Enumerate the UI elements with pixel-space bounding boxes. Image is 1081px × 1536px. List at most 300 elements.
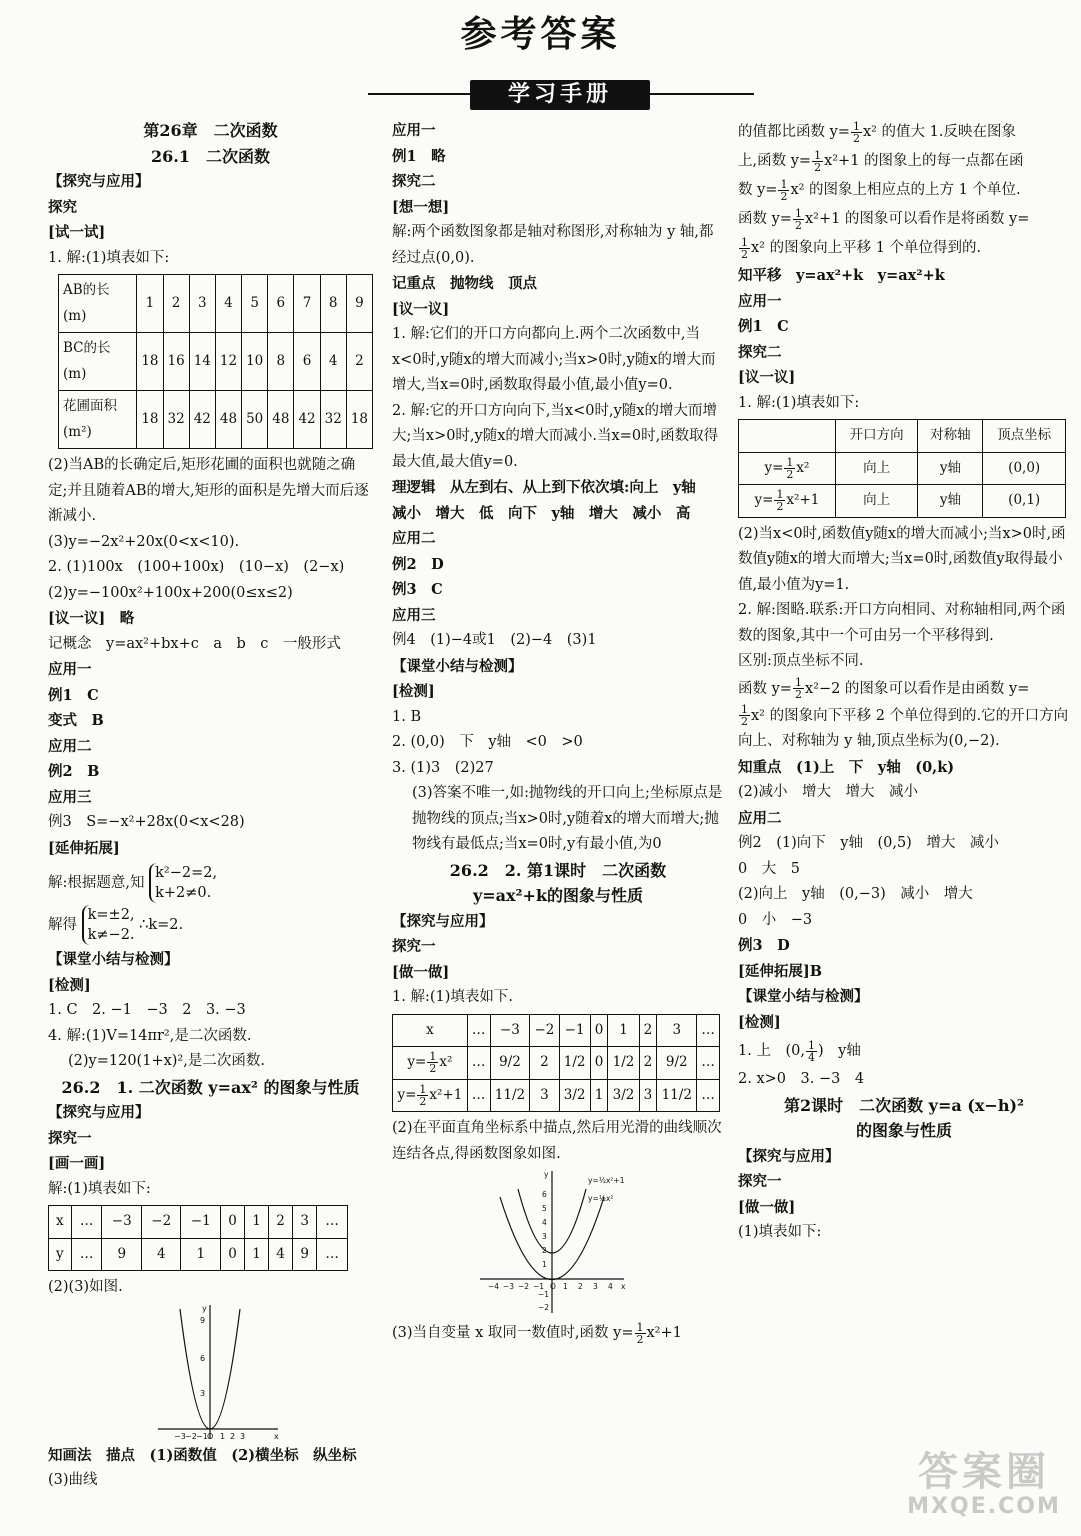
table-cell: 5	[242, 275, 268, 333]
tick-label: 3	[200, 1388, 206, 1398]
table-cell: (0,0)	[983, 452, 1066, 485]
table-cell: 6	[294, 333, 320, 391]
text-line: 1. C 2. −1 −3 2 3. −3	[48, 1002, 246, 1018]
text-span: 数 y=	[738, 182, 778, 198]
text-line: 例3 S=−x²+28x(0<x<28)	[48, 814, 245, 830]
table-cell: 2	[346, 333, 372, 391]
parabola-graph-2	[392, 1167, 724, 1317]
text-line: 例1 略	[392, 147, 446, 165]
section-heading: 第2课时 二次函数 y=a (x−h)²	[783, 1095, 1025, 1115]
numerator: 1	[780, 177, 788, 191]
text-paragraph	[738, 704, 1070, 755]
text-line: 记概念 y=ax²+bx+c a b c 一般形式	[48, 635, 341, 652]
props-table	[738, 419, 1066, 518]
table-cell: 9	[346, 275, 372, 333]
section-heading-2: 的图象与性质	[855, 1121, 952, 1140]
numerator: 1	[807, 1038, 815, 1052]
table-cell: 2	[530, 1047, 559, 1080]
table-cell: 3	[639, 1079, 657, 1112]
table-cell: 4	[269, 1238, 293, 1271]
parabola-graph-1	[48, 1301, 373, 1443]
table-header: 对称轴	[918, 420, 983, 453]
equation: k²−2=2,	[155, 865, 218, 881]
text-block	[738, 263, 1070, 1246]
tick-label: −2	[185, 1431, 197, 1441]
text-line: 例2 (1)向下 y轴 (0,5) 增大 减小	[738, 835, 999, 851]
table-cell: 18	[137, 391, 163, 449]
formula-label: x²+1	[429, 1086, 463, 1103]
table-cell: 14	[189, 333, 215, 391]
banner-rule-right	[648, 93, 754, 95]
tick-label: 6	[542, 1190, 547, 1199]
numerator: 1	[794, 676, 802, 689]
tick-label: 1	[563, 1282, 568, 1291]
text-line: 探究	[48, 198, 77, 216]
text-line	[738, 118, 1070, 147]
denominator: 2	[776, 500, 784, 513]
table-cell: …	[697, 1079, 720, 1112]
text-line: 【探究与应用】	[48, 1104, 150, 1121]
text-line: 3. (1)3 (2)27	[392, 759, 494, 776]
fraction	[793, 208, 804, 231]
tick-label: −4	[488, 1282, 500, 1291]
text-line: [画一画]	[48, 1155, 106, 1172]
fraction	[851, 121, 862, 144]
text-line: (2)y=120(1+x)²,是二次函数.	[68, 1053, 265, 1069]
text-paragraph: (2)在平面直角坐标系中描点,然后用光滑的曲线顺次连结各点,得函数图象如图.	[392, 1120, 722, 1162]
numerator: 1	[636, 1320, 644, 1334]
text-line: [检测]	[738, 1013, 781, 1031]
equation: k=±2,	[87, 907, 135, 923]
text-span: x²−2 的图象可以看作是由函数 y=	[804, 680, 1030, 697]
table-cell: 16	[163, 333, 189, 391]
table-cell: 2	[639, 1047, 657, 1080]
text-span: 解得	[48, 917, 77, 933]
text-span: y轴	[838, 1043, 861, 1059]
text-span: x² 的图象向下平移 2 个单位得到的.它的开口方向向上、对称轴为 y 轴,顶点坐标为(0,−2).	[738, 707, 1069, 749]
fraction	[635, 1322, 646, 1345]
table-cell: 2	[163, 275, 189, 333]
table-cell: 0	[220, 1238, 244, 1271]
table-cell: −3	[102, 1206, 142, 1239]
table-cell: 1	[245, 1206, 269, 1239]
text-line: [想一想]	[392, 198, 450, 216]
text-span: 上,函数 y=	[738, 153, 812, 169]
text-line: [议一议]	[392, 300, 450, 318]
numerator: 1	[419, 1082, 427, 1096]
formula-label: x²	[439, 1054, 453, 1070]
numerator: 1	[776, 488, 784, 501]
text-span: 解:根据题意,知	[48, 875, 145, 891]
text-line: 1. 解:(1)填表如下:	[48, 249, 170, 266]
xy-table	[48, 1205, 348, 1271]
x-axis-label: x	[274, 1431, 279, 1441]
table-cell: 8	[268, 333, 294, 391]
denominator: 4	[807, 1050, 815, 1064]
formula-label: x²	[796, 459, 810, 476]
text-line: 【课堂小结与检测】	[48, 951, 179, 968]
table-cell: …	[71, 1238, 102, 1271]
text-line: 【课堂小结与检测】	[738, 988, 869, 1005]
text-line: 【探究与应用】	[48, 173, 150, 190]
text-span: x² 的图象上相应点的上方 1 个单位.	[790, 182, 1021, 198]
column-1	[48, 118, 373, 1494]
tick-label: 3	[240, 1431, 246, 1441]
denominator: 2	[741, 247, 748, 261]
fraction	[806, 1040, 817, 1063]
table-cell: 9	[293, 1238, 317, 1271]
denominator: 2	[852, 131, 860, 145]
table-cell: 7	[294, 275, 320, 333]
table-cell: 10	[242, 333, 268, 391]
text-paragraph: 2. 解:它的开口方向向下,当x<0时,y随x的增大而增大;当x>0时,y随x的增大而减小.当x=0时,函数取得最大值,最大值y=0.	[392, 402, 719, 470]
table-cell: y= $\frac{1}{2}$ x²+1	[739, 485, 836, 518]
tick-label: 4	[542, 1218, 547, 1227]
tick-label: 1	[542, 1260, 547, 1269]
table-cell: …	[697, 1014, 720, 1047]
page-title: 参考答案	[460, 13, 621, 55]
table-cell: 42	[189, 391, 215, 449]
text-line: (2)y=−100x²+100x+200(0≤x≤2)	[48, 584, 293, 601]
table-cell: 11/2	[490, 1079, 530, 1112]
table-cell: 18	[137, 333, 163, 391]
table-cell: 1	[137, 275, 163, 333]
text-span: 函数 y=	[738, 680, 792, 697]
table-cell: 2	[269, 1206, 293, 1239]
text-line: 应用二	[738, 809, 782, 827]
text-span: x² 的值大 1.反映在图象	[862, 124, 1016, 140]
denominator: 2	[419, 1094, 427, 1108]
text-span: x² 的图象向上平移 1 个单位得到的.	[751, 240, 982, 256]
tick-label: O	[207, 1431, 214, 1441]
table-header: 顶点坐标	[983, 420, 1066, 453]
text-line: (3)曲线	[48, 1472, 98, 1488]
text-line: 例1 C	[738, 318, 789, 335]
tick-label: 3	[593, 1282, 598, 1291]
table-cell: 1	[608, 1014, 639, 1047]
table-cell: y= $\frac{1}{2}$ x²+1	[393, 1079, 468, 1112]
text-span: (3)当自变量 x 取同一数值时,函数 y=	[392, 1325, 634, 1341]
section-heading: 26.1 二次函数	[151, 146, 270, 166]
text-span: x²+1 的图象可以看作是将函数 y=	[804, 211, 1030, 227]
text-line: 知画法 描点 (1)函数值 (2)横坐标 纵坐标	[48, 1446, 357, 1464]
text-line: 【探究与应用】	[738, 1147, 840, 1165]
text-paragraph: 1. 解:它们的开口方向都向上.两个二次函数中,当x<0时,y随x的增大而减小;当x>0时,y随x的增大而增大,当x=0时,函数取得最小值,最小值y=0.	[392, 326, 716, 393]
fraction	[739, 237, 750, 260]
column-2	[392, 118, 724, 1347]
table-cell: 3/2	[559, 1079, 590, 1112]
text-paragraph: 2. 解:图略.联系:开口方向相同、对称轴相同,两个函数的图象,其中一个可由另一个平移得到.	[738, 602, 1066, 644]
text-paragraph: (2)当AB的长确定后,矩形花圃的面积也就随之确定;并且随着AB的增大,矩形的面积是先增大而后逐渐减小.	[48, 457, 369, 524]
table-cell: −2	[530, 1014, 559, 1047]
denominator: 2	[794, 218, 802, 232]
table-cell: 9	[102, 1238, 142, 1271]
denominator: 2	[814, 160, 822, 174]
table-cell: (0,1)	[983, 485, 1066, 518]
tick-label: O	[550, 1282, 556, 1291]
table-cell: −2	[141, 1206, 181, 1239]
fraction	[812, 150, 823, 173]
text-line: 4. 解:(1)V=14πr²,是二次函数.	[48, 1027, 252, 1044]
text-span: (0,	[785, 1043, 805, 1059]
text-line: 探究一	[738, 1173, 782, 1190]
text-line: [试一试]	[48, 224, 106, 241]
numerator: 1	[794, 206, 802, 220]
table-cell: …	[467, 1047, 490, 1080]
fraction	[778, 179, 789, 202]
y-axis-label: y	[544, 1170, 549, 1179]
watermark-text: 答案圈	[918, 1449, 1050, 1495]
denominator: 2	[780, 189, 788, 203]
table-cell: 18	[346, 391, 372, 449]
table-cell: 3	[657, 1014, 697, 1047]
table-header	[739, 420, 836, 453]
table-cell: 6	[268, 275, 294, 333]
curve-label: y=½x²	[588, 1194, 614, 1203]
brace	[149, 863, 217, 903]
tick-label: 5	[542, 1204, 547, 1213]
text-line: 例3 D	[738, 937, 790, 954]
tick-label: 2	[230, 1431, 236, 1441]
text-line: 1. 解:(1)填表如下.	[392, 989, 513, 1005]
table-cell: 48	[215, 391, 241, 449]
text-line: 2. (1)100x (100+100x) (10−x) (2−x)	[48, 559, 345, 575]
table-cell: 12	[215, 333, 241, 391]
text-line: 0 大 5	[738, 860, 800, 877]
tick-label: −2	[538, 1303, 550, 1312]
text-paragraph: 解:两个函数图象都是轴对称图形,对称轴为 y 轴,都经过点(0,0).	[392, 224, 714, 266]
text-line: 探究二	[738, 343, 782, 361]
table-cell: 9/2	[490, 1047, 530, 1080]
text-line: 应用二	[48, 737, 92, 755]
compare-table	[392, 1014, 720, 1113]
text-line: 【课堂小结与检测】	[392, 657, 523, 675]
brace	[82, 905, 135, 945]
text-line: 1. B	[392, 708, 422, 725]
table-cell: 11/2	[657, 1079, 697, 1112]
table-cell: 4	[320, 333, 346, 391]
table-cell: y轴	[918, 452, 983, 485]
table-cell: …	[467, 1079, 490, 1112]
tick-label: 2	[542, 1246, 547, 1255]
denominator: 2	[429, 1062, 437, 1075]
table-cell: 50	[242, 391, 268, 449]
fraction	[739, 704, 750, 727]
table-cell: y= $\frac{1}{2}$ x²	[739, 452, 836, 485]
tick-label: 4	[608, 1282, 613, 1291]
text-line	[392, 1321, 724, 1347]
text-line: 应用三	[48, 788, 92, 806]
table-cell: −1	[181, 1206, 221, 1239]
tick-label: 2	[578, 1282, 583, 1291]
text-line: [延伸拓展]	[48, 839, 120, 857]
text-line: 例2 B	[48, 763, 100, 780]
text-line: 应用一	[48, 661, 92, 678]
table-cell: 0	[590, 1014, 608, 1047]
text-line: 应用二	[392, 530, 436, 547]
text-line: [延伸拓展]B	[738, 962, 822, 980]
text-line: 记重点 抛物线 顶点	[392, 275, 537, 292]
tick-label: −1	[533, 1282, 545, 1291]
table-cell: BC的长(m)	[59, 333, 137, 391]
text-line: [做一做]	[738, 1198, 796, 1216]
text-span: 1. 上	[738, 1043, 771, 1059]
text-line	[738, 147, 1070, 176]
section-heading: 26.2 2. 第1课时 二次函数	[449, 860, 667, 880]
tick-label: −3	[174, 1431, 186, 1441]
tick-label: 3	[542, 1232, 547, 1241]
table-cell: …	[697, 1047, 720, 1080]
denominator: 2	[786, 467, 794, 481]
text-line: 探究一	[392, 938, 436, 955]
text-line: 例4 (1)−4或1 (2)−4 (3)1	[392, 632, 597, 648]
table-cell: 1/2	[608, 1047, 639, 1080]
text-line: 应用一	[738, 292, 782, 310]
table-cell: 3	[530, 1079, 559, 1112]
text-line: 例2 D	[392, 555, 444, 573]
equation: k+2≠0.	[155, 885, 212, 901]
numerator: 1	[814, 148, 822, 162]
tick-label: −3	[503, 1282, 515, 1291]
banner-rule-left	[368, 93, 473, 95]
table-cell: 1/2	[559, 1047, 590, 1080]
numerator: 1	[741, 235, 748, 249]
table-cell: 3	[189, 275, 215, 333]
table-cell: x	[393, 1014, 468, 1047]
section-heading: 26.2 1. 二次函数 y=ax² 的图象与性质	[61, 1077, 360, 1097]
curve-label: y=½x²+1	[588, 1176, 625, 1185]
tick-label: −1	[538, 1290, 550, 1299]
text-line: 2. (0,0) 下 y轴 <0 >0	[392, 734, 583, 750]
denominator: 2	[794, 688, 802, 701]
text-line	[738, 176, 1070, 205]
table-cell: y= $\frac{1}{2}$ x²	[393, 1047, 468, 1080]
text-line: 知平移 y=ax²+k y=ax²+k	[738, 267, 945, 284]
table-cell: 向上	[835, 485, 918, 518]
text-paragraph: 理逻辑 从左到右、从上到下依次填:向上 y轴 减小 增大 低 向下 y轴 增大 减小 高	[392, 479, 711, 522]
fraction	[784, 457, 795, 480]
text-line: 探究一	[48, 1129, 92, 1147]
table-cell: …	[317, 1206, 348, 1239]
text-line: 2. x>0 3. −3 4	[738, 1071, 865, 1087]
text-line	[738, 205, 1070, 234]
table-cell: 0	[220, 1206, 244, 1239]
x-axis-label: x	[621, 1282, 626, 1291]
numerator: 1	[741, 703, 748, 716]
table-header: 开口方向	[835, 420, 918, 453]
text-line: 1. 解:(1)填表如下:	[738, 394, 860, 411]
section-heading-2: y=ax²+k的图象与性质	[472, 886, 644, 905]
text-line: 解:(1)填表如下:	[48, 1180, 151, 1197]
table-cell: 2	[639, 1014, 657, 1047]
equation: k≠−2.	[87, 927, 135, 943]
table-cell: 向上	[835, 452, 918, 485]
table-cell: 48	[268, 391, 294, 449]
text-line: (2)减小 增大 增大 减小	[738, 784, 919, 800]
tick-label: −2	[518, 1282, 530, 1291]
table-cell: 42	[294, 391, 320, 449]
denominator: 2	[636, 1332, 644, 1346]
chapter-heading: 第26章 二次函数	[143, 121, 278, 140]
fraction	[427, 1051, 438, 1074]
garden-table	[58, 274, 373, 449]
formula-label: x²+1	[786, 492, 820, 508]
text-span: 的值都比函数 y=	[738, 124, 850, 140]
text-line: 探究二	[392, 173, 436, 190]
table-cell: 8	[320, 275, 346, 333]
table-cell: x	[49, 1206, 72, 1239]
text-line: 例3 C	[392, 581, 443, 598]
table-cell: −3	[490, 1014, 530, 1047]
tick-label: 6	[200, 1353, 206, 1363]
y-axis-label: y	[202, 1303, 207, 1313]
table-cell: 0	[590, 1047, 608, 1080]
fraction	[793, 677, 804, 700]
fraction	[417, 1084, 428, 1107]
text-line	[738, 675, 1070, 704]
text-line: 应用三	[392, 606, 436, 624]
text-line: 【探究与应用】	[392, 912, 494, 930]
text-paragraph: (2)当x<0时,函数值y随x的增大而减小;当x>0时,函数值y随x的增大而增大;当x=0时,函数值y取得最小值,最小值为y=1.	[738, 525, 1066, 593]
text-line: 例1 C	[48, 686, 99, 704]
numerator: 1	[429, 1050, 437, 1063]
text-line: 应用一	[392, 122, 436, 139]
text-line	[738, 234, 1070, 263]
table-cell: AB的长(m)	[59, 275, 137, 333]
table-cell: 1	[245, 1238, 269, 1271]
text-line: 0 小 −3	[738, 911, 813, 928]
table-cell: 32	[163, 391, 189, 449]
equation-system	[48, 905, 373, 945]
table-cell: y	[49, 1238, 72, 1271]
text-line: [议一议] 略	[48, 610, 135, 627]
table-cell: 花圃面积(m²)	[59, 391, 137, 449]
watermark-logo	[899, 1450, 1069, 1528]
text-line: (1)填表如下:	[738, 1224, 822, 1240]
table-cell: 4	[141, 1238, 181, 1271]
text-span: )	[817, 1043, 824, 1059]
text-paragraph: (3)答案不唯一,如:抛物线的开口向上;坐标原点是抛物线的顶点;当x>0时,y随着x的增大而增大;抛物线有最低点;当x=0时,y有最小值,为0	[412, 785, 723, 852]
numerator: 1	[786, 455, 794, 469]
watermark-url: MXQE.COM	[907, 1494, 1061, 1519]
text-line: [检测]	[48, 976, 91, 994]
text-line: 变式 B	[48, 712, 104, 729]
fraction	[774, 489, 785, 512]
table-cell: −1	[559, 1014, 590, 1047]
column-3	[738, 118, 1070, 1246]
text-span: ∴k=2.	[139, 917, 184, 933]
tick-label: 1	[220, 1431, 226, 1441]
numerator: 1	[852, 119, 860, 133]
text-line: (2)(3)如图.	[48, 1279, 123, 1295]
table-cell: 3	[293, 1206, 317, 1239]
tick-label: 9	[200, 1315, 206, 1325]
text-line: [检测]	[392, 683, 435, 700]
table-cell: 4	[215, 275, 241, 333]
text-line	[738, 1035, 1070, 1067]
text-span: x²+1 的图象上的每一点都在函	[824, 153, 1024, 169]
text-line: [议一议]	[738, 369, 796, 386]
table-cell: …	[467, 1014, 490, 1047]
table-cell: 32	[320, 391, 346, 449]
section-banner: 学习手册	[470, 80, 650, 110]
denominator: 2	[741, 715, 748, 728]
text-span: x²+1	[646, 1325, 682, 1341]
text-line: (2)向上 y轴 (0,−3) 减小 增大	[738, 886, 973, 902]
table-cell: …	[71, 1206, 102, 1239]
text-span: 函数 y=	[738, 211, 792, 227]
text-line: 知重点 (1)上 下 y轴 (0,k)	[738, 758, 955, 776]
